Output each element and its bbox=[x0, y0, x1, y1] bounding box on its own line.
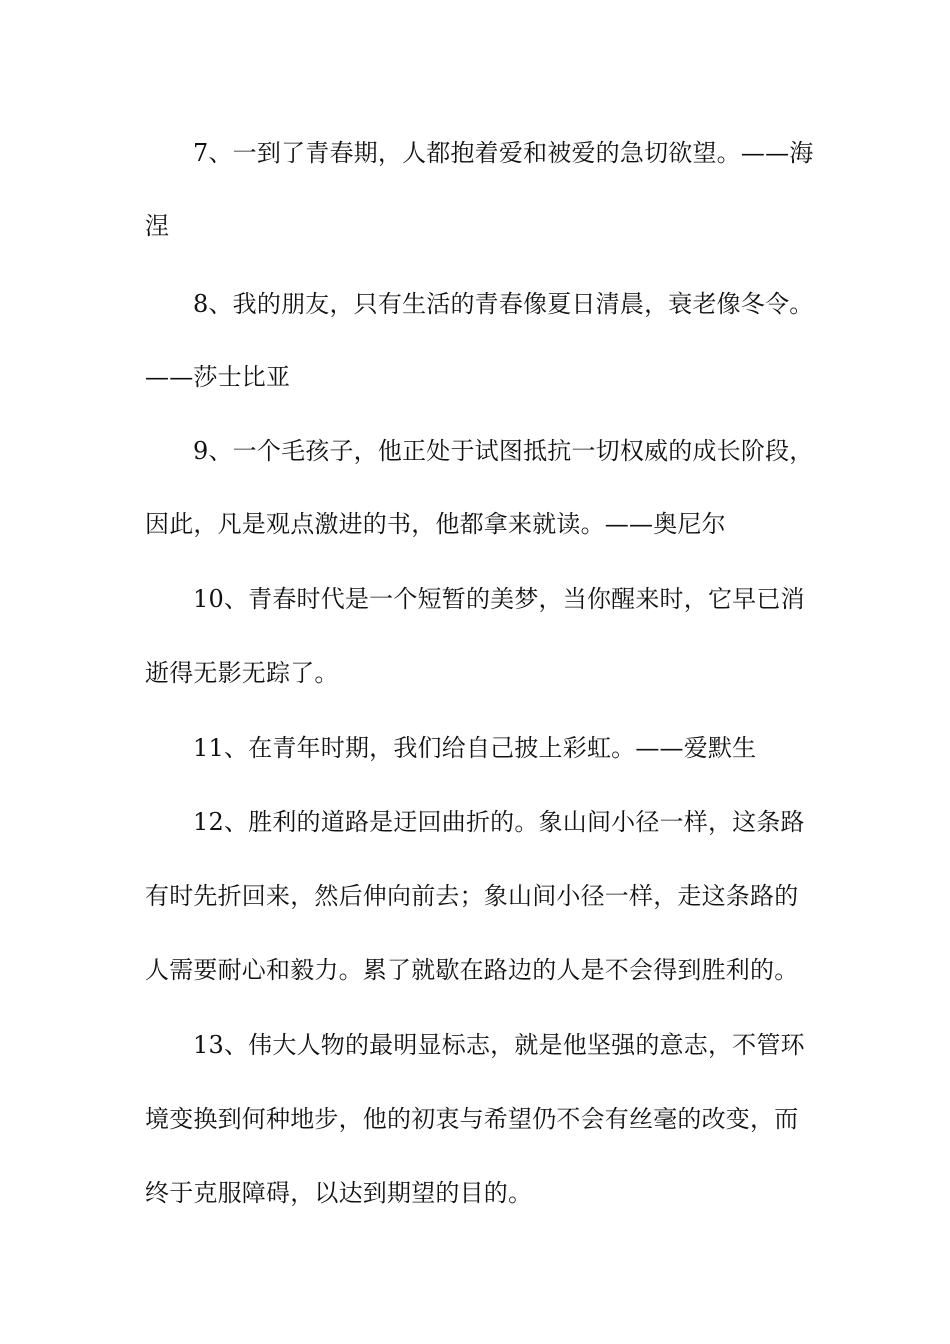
quote-7-line-1: 7、一到了青春期，人都抱着爱和被爱的急切欲望。——海 bbox=[193, 139, 814, 167]
quote-11-line-1: 11、在青年时期，我们给自己披上彩虹。——爱默生 bbox=[193, 734, 757, 762]
quote-12-line-1: 12、胜利的道路是迂回曲折的。象山间小径一样，这条路 bbox=[193, 808, 805, 836]
quote-13-line-3: 终于克服障碍，以达到期望的目的。 bbox=[145, 1179, 533, 1207]
quote-13-line-1: 13、伟大人物的最明显标志，就是他坚强的意志，不管环 bbox=[193, 1031, 805, 1059]
quote-8-line-1: 8、我的朋友，只有生活的青春像夏日清晨，衰老像冬令。 bbox=[193, 290, 814, 318]
quote-12-line-3: 人需要耐心和毅力。累了就歇在路边的人是不会得到胜利的。 bbox=[145, 956, 799, 984]
quote-8-line-2: ——莎士比亚 bbox=[145, 363, 291, 391]
quote-7-line-2: 涅 bbox=[145, 212, 170, 240]
quote-12-line-2: 有时先折回来，然后伸向前去；象山间小径一样，走这条路的 bbox=[145, 882, 799, 910]
quote-10-line-1: 10、青春时代是一个短暂的美梦，当你醒来时，它早已消 bbox=[193, 585, 805, 613]
quote-9-line-2: 因此，凡是观点激进的书，他都拿来就读。——奥尼尔 bbox=[145, 510, 726, 538]
quote-10-line-2: 逝得无影无踪了。 bbox=[145, 659, 339, 687]
quote-13-line-2: 境变换到何种地步，他的初衷与希望仍不会有丝毫的改变，而 bbox=[145, 1105, 799, 1133]
quote-9-line-1: 9、一个毛孩子，他正处于试图抵抗一切权威的成长阶段， bbox=[193, 437, 814, 465]
